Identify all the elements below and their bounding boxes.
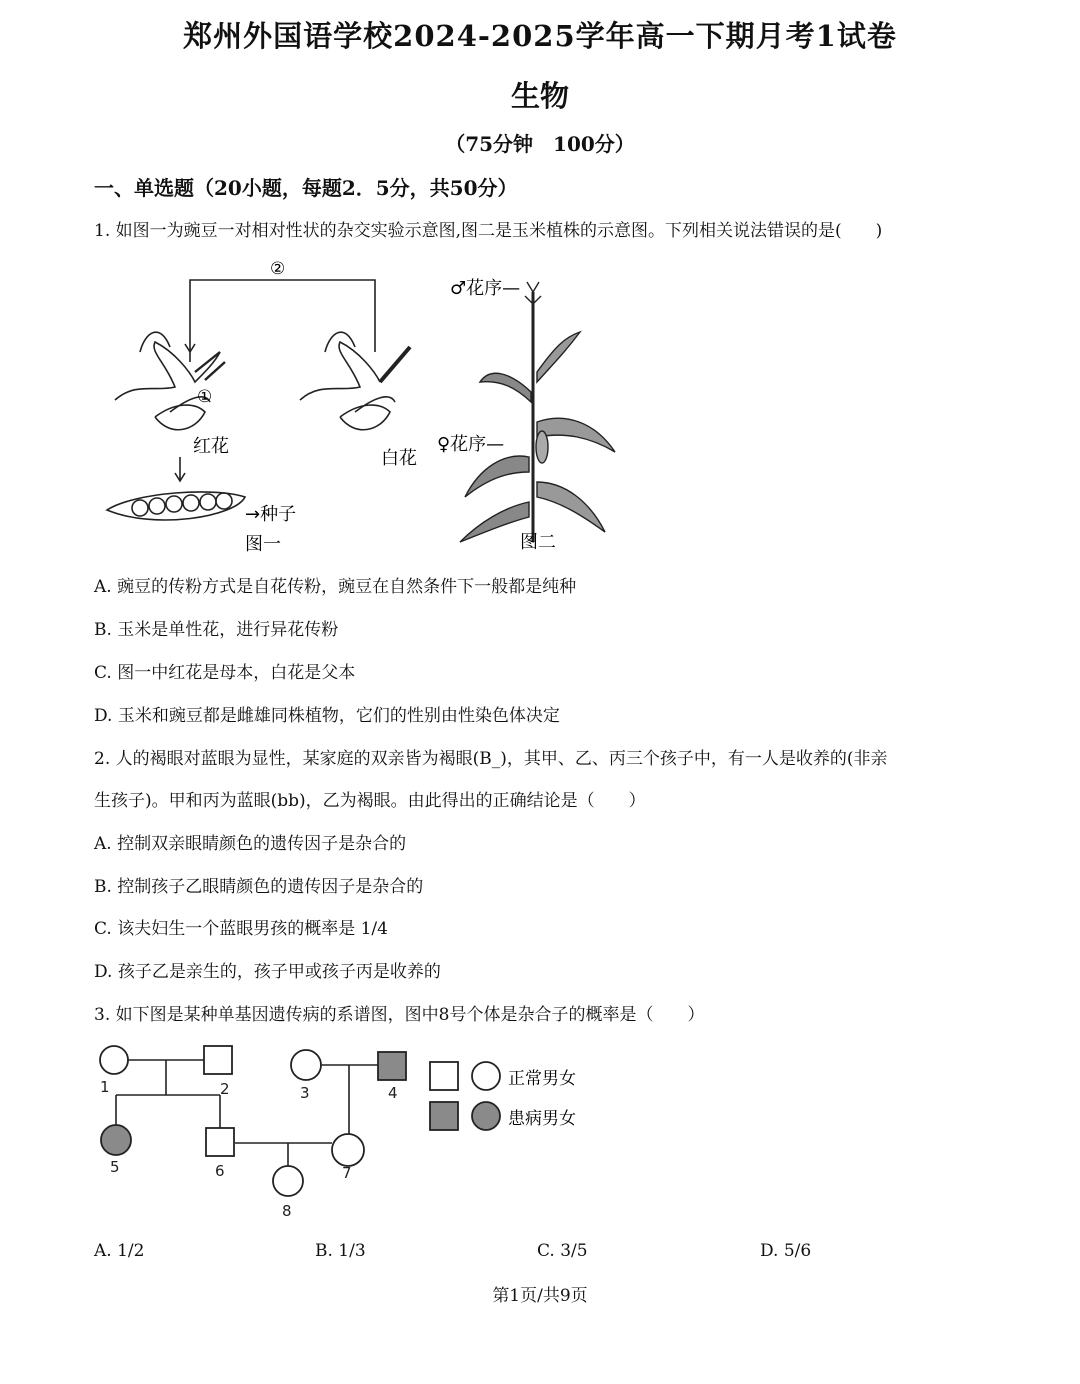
white-flower-label: 白花 (381, 448, 417, 469)
question-1-option-b: B. 玉米是单性花，进行异花传粉 (94, 620, 339, 640)
pedigree-individual-3 (291, 1050, 321, 1080)
legend-normal-female (472, 1062, 500, 1090)
pedigree-individual-5 (101, 1125, 131, 1155)
pea-cross-figure (107, 280, 410, 520)
female-inflorescence-label: ♀花序— (437, 434, 505, 455)
question-3-option-d: D. 5/6 (760, 1241, 812, 1261)
seed-label: →种子 (245, 504, 297, 525)
figure-1-caption: 图一 (245, 534, 281, 555)
pedigree-individual-7 (332, 1134, 364, 1166)
pedigree-label-7: 7 (342, 1164, 352, 1182)
exam-title: 郑州外国语学校2024-2025学年高一下期月考1试卷 (183, 19, 897, 53)
legend-affected-female (472, 1102, 500, 1130)
pedigree-label-6: 6 (215, 1162, 225, 1180)
pedigree-chart (92, 1040, 612, 1230)
pedigree-label-8: 8 (282, 1202, 292, 1220)
pedigree-individual-2 (204, 1046, 232, 1074)
pedigree-individual-4 (378, 1052, 406, 1080)
pedigree-individual-6 (206, 1128, 234, 1156)
question-2-option-a: A. 控制双亲眼睛颜色的遗传因子是杂合的 (94, 834, 407, 854)
legend-normal-label: 正常男女 (508, 1069, 576, 1089)
pedigree-label-4: 4 (388, 1084, 398, 1102)
figure-2-caption: 图二 (520, 532, 556, 553)
question-2-stem-line1: 2. 人的褐眼对蓝眼为显性，某家庭的双亲皆为褐眼(B_)，其甲、乙、丙三个孩子中，有一人是收养的(非亲 (94, 749, 888, 769)
pedigree-label-3: 3 (300, 1084, 310, 1102)
question-1-option-d: D. 玉米和豌豆都是雌雄同株植物，它们的性别由性染色体决定 (94, 706, 560, 726)
section-heading: 一、单选题（20小题，每题2．5分，共50分） (94, 176, 518, 200)
question-3-option-c: C. 3/5 (537, 1241, 588, 1261)
question-2-option-b: B. 控制孩子乙眼睛颜色的遗传因子是杂合的 (94, 877, 424, 897)
subject-title: 生物 (510, 79, 569, 113)
question-1-option-a: A. 豌豆的传粉方式是自花传粉，豌豆在自然条件下一般都是纯种 (94, 577, 577, 597)
fig-step2-label: ② (270, 259, 286, 279)
question-2-option-d: D. 孩子乙是亲生的，孩子甲或孩子丙是收养的 (94, 962, 441, 982)
question-1-figure (95, 252, 655, 562)
time-score: （75分钟 100分） (445, 132, 635, 156)
legend-normal-male (430, 1062, 458, 1090)
fig-step1-label: ① (197, 387, 213, 407)
page-number: 第1页/共9页 (492, 1286, 588, 1306)
question-3-option-a: A. 1/2 (94, 1241, 145, 1261)
pedigree-individual-8 (273, 1166, 303, 1196)
pedigree-individual-1 (100, 1046, 128, 1074)
pedigree-label-1: 1 (100, 1078, 110, 1096)
red-flower-label: 红花 (193, 436, 229, 457)
corn-plant-figure (460, 282, 615, 542)
question-3-option-b: B. 1/3 (315, 1241, 366, 1261)
pedigree-label-2: 2 (220, 1080, 230, 1098)
question-2-option-c: C. 该夫妇生一个蓝眼男孩的概率是 1/4 (94, 919, 388, 939)
question-1-option-c: C. 图一中红花是母本，白花是父本 (94, 663, 356, 683)
question-3-stem: 3. 如下图是某种单基因遗传病的系谱图，图中8号个体是杂合子的概率是（ ） (94, 1005, 705, 1025)
pedigree-label-5: 5 (110, 1158, 120, 1176)
male-inflorescence-label: ♂花序— (450, 278, 521, 299)
question-2-stem-line2: 生孩子)。甲和丙为蓝眼(bb)，乙为褐眼。由此得出的正确结论是（ ） (94, 791, 646, 811)
legend-affected-label: 患病男女 (508, 1109, 576, 1129)
legend-affected-male (430, 1102, 458, 1130)
question-1-stem: 1. 如图一为豌豆一对相对性状的杂交实验示意图,图二是玉米植株的示意图。下列相关说法错误的是( ) (94, 221, 883, 241)
